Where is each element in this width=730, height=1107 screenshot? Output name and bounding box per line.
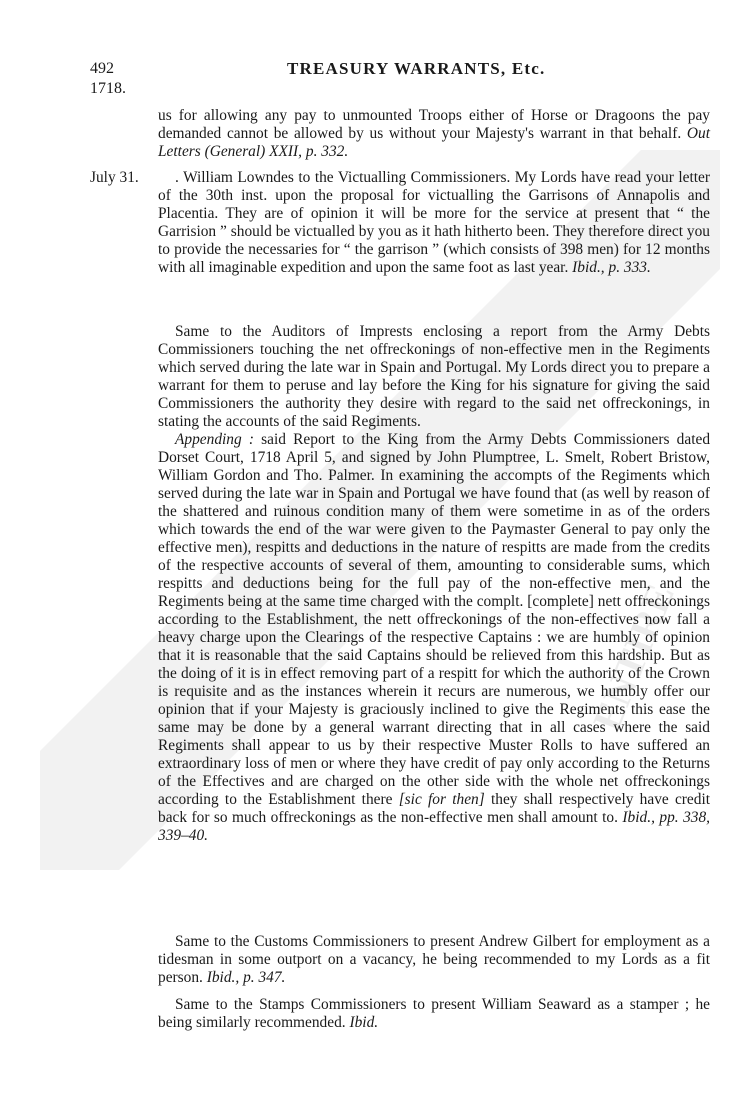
entry-reference: Out Letters (General) XXII, p. 332. xyxy=(158,125,710,160)
entry-stamps xyxy=(158,996,710,1032)
entry-text: . William Lowndes to the Victualling Commissioners. My Lords have read your letter of the 30th inst. upon the proposal for victualling the Garrisons of Annapolis and Placentia. They are of opinion it will be more for the service at present that “ the Garrision ” should be victualled by you as it hath hitherto been. They therefore direct you to provide the necessaries for “ the garrison ” (which consists of 398 men) for 12 months with all imaginable expedition and upon the same foot as last year. xyxy=(158,169,710,276)
entry-continuation xyxy=(158,107,710,161)
entry-text: said Report to the King from the Army Debts Commissioners dated Dorset Court, 1718 April 5, and signed by John Plumptree, L. Smelt, Robert Bristow, William Gordon and Tho. Palmer. In examining the accompts of the Regiments which served during the late war in Spain and Portugal we have found that (as well by reason of the shattered and ruinous condition many of them were sometime in as of the orders which towards the end of the war were given to the Paymaster General to pay only the effective men), respitts and deductions in the nature of respitts are made from the credits of the respective accounts of several of them, amounting to considerable sums, which respitts and deductions being for the full pay of the non-effective men, and the Regiments being at the same time charged with the complt. [complete] nett offreckonings according to the Establishment, the nett offreckonings of the non-effectives now fall a heavy charge upon the Clearings of the respective Captains : we are humbly of opinion that it is reasonable that the said Captains should be relieved from this hardship. But as the doing of it is in effect removing part of a respitt for which the authority of the Crown is requisite and as the instances wherein it recurs are numerous, we humbly offer our opinion that if your Majesty is graciously inclined to give the Regiments this ease the same may be done by a general warrant directing that in all cases where the said Regiments shall appear to us by their respective Muster Rolls to have suffered an extraordinary loss of men or where they have credit of pay only according to the Returns of the Effectives and are charged on the other side with the whole net offreckonings according to the Establishment there xyxy=(158,431,711,808)
entry-date: July 31. xyxy=(90,169,139,186)
running-head: TREASURY WARRANTS, Etc. xyxy=(287,59,546,78)
appending-paragraph xyxy=(158,431,710,845)
sic-note: [sic for then] xyxy=(392,791,485,808)
entry-customs xyxy=(158,933,710,987)
entry-reference: Ibid. xyxy=(345,1014,379,1031)
entry-reference: Ibid., pp. 338, 339–40. xyxy=(158,809,711,844)
entry-victualling xyxy=(158,169,710,277)
entry-text-continued: they shall respectively have credit back for so much offreckonings as the non-effective men shall amount to. xyxy=(158,791,711,826)
page-number: 492 xyxy=(90,60,114,77)
appending-label: Appending : xyxy=(175,431,254,448)
entry-reference: Ibid., p. 333. xyxy=(568,259,651,276)
header-year: 1718. xyxy=(90,80,126,97)
entry-text: Same to the Stamps Commissioners to present William Seaward as a stamper ; he being similarly recommended. xyxy=(158,996,710,1031)
entry-reference: Ibid., p. 347. xyxy=(202,969,286,986)
entry-auditors xyxy=(158,323,710,845)
entry-text: Same to the Auditors of Imprests enclosing a report from the Army Debts Commissioners touching the net offreckonings of non-effective men in the Regiments which served during the late war in Spain and Portugal. My Lords direct you to prepare a warrant for them to peruse and lay before the King for his signature for giving the said Commissioners the authority they desire with regard to the said net offreckonings, in stating the accounts of the said Regiments. xyxy=(158,323,710,430)
watermark-text-right: ENTIRE xyxy=(583,577,683,737)
entry-text: Same to the Customs Commissioners to present Andrew Gilbert for employment as a tidesman in some outport on a vacancy, he being recommended to my Lords as a fit person. xyxy=(158,933,710,986)
entry-text: us for allowing any pay to unmounted Troops either of Horse or Dragoons the pay demanded cannot be allowed by us without your Majesty's warrant in that behalf. xyxy=(158,107,710,142)
